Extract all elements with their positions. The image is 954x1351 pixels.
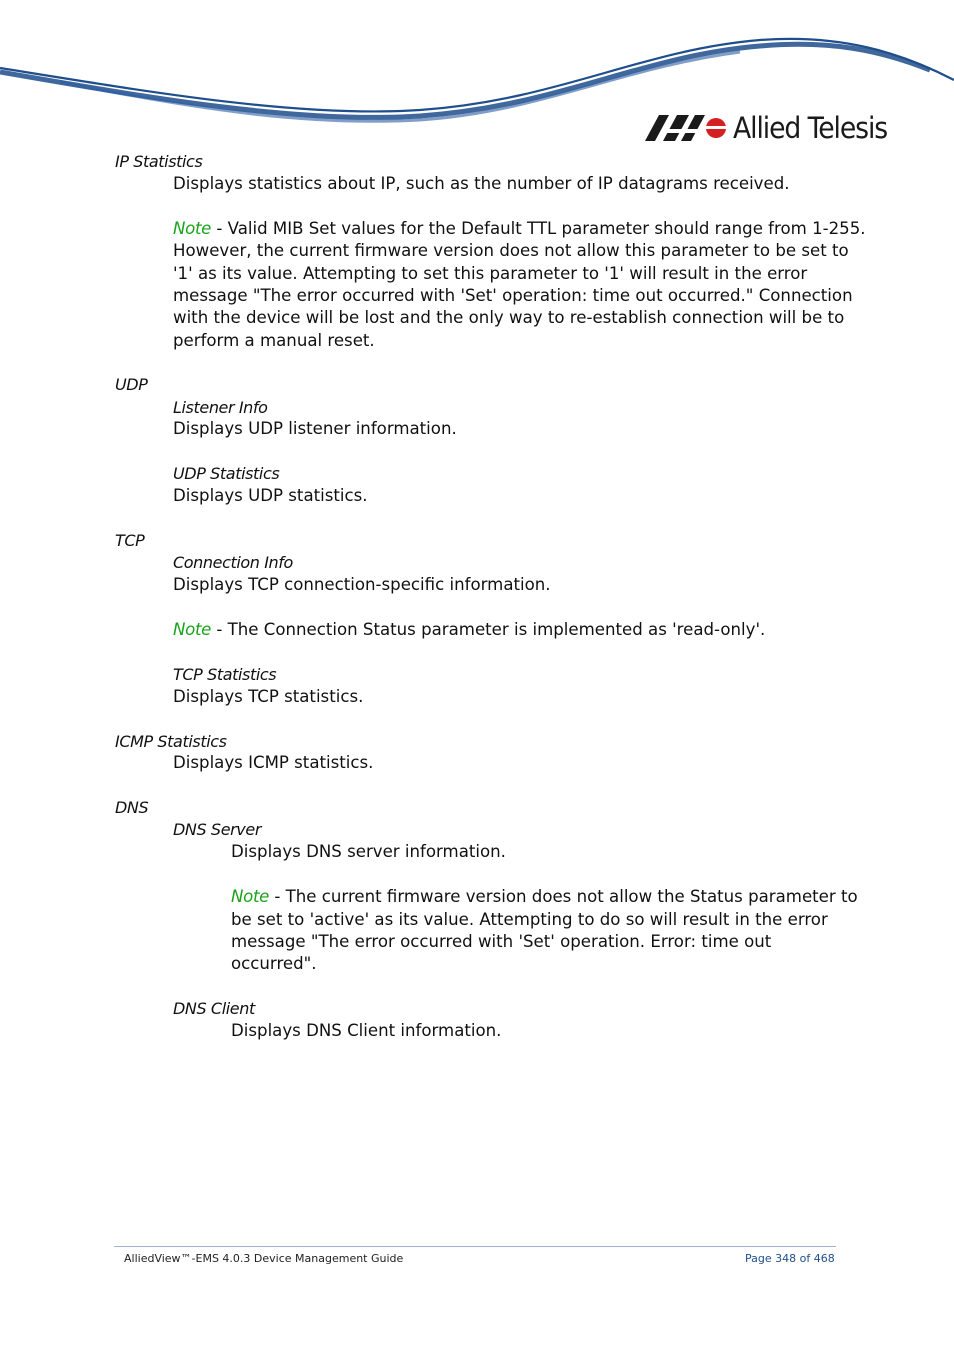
footer-divider [114, 1246, 836, 1247]
udp-listener-title: Listener Info [173, 398, 268, 417]
ip-note-line-2: However, the current firmware version does not allow this parameter to be set to [173, 241, 849, 260]
section-title-udp: UDP [115, 375, 148, 394]
ip-note-line-1: Note - Valid MIB Set values for the Default TTL parameter should range from 1-255. [173, 219, 866, 238]
company-logo [645, 108, 900, 148]
dns-note-line-3: message "The error occurred with 'Set' operation. Error: time out [231, 932, 772, 951]
ip-note-line-5: with the device will be lost and the only way to re-establish connection will be to [173, 308, 845, 327]
ip-statistics-description: Displays statistics about IP, such as the number of IP datagrams received. [173, 174, 790, 193]
ip-note-line-6: perform a manual reset. [173, 331, 375, 350]
section-title-ip-statistics: IP Statistics [115, 152, 203, 171]
tcp-statistics-title: TCP Statistics [173, 665, 277, 684]
allied-telesis-logo-icon [645, 115, 727, 141]
section-title-tcp: TCP [115, 531, 145, 550]
tcp-statistics-description: Displays TCP statistics. [173, 687, 364, 706]
udp-statistics-description: Displays UDP statistics. [173, 486, 368, 505]
tcp-connection-title: Connection Info [173, 553, 293, 572]
dns-note-line-4: occurred". [231, 954, 317, 973]
dns-note-line-2: be set to 'active' as its value. Attempting to do so will result in the error [231, 910, 828, 929]
section-title-icmp-statistics: ICMP Statistics [115, 732, 227, 751]
dns-server-description: Displays DNS server information. [231, 842, 506, 861]
icmp-statistics-description: Displays ICMP statistics. [173, 753, 374, 772]
logo-text: Allied Telesis [733, 110, 888, 145]
section-title-dns: DNS [115, 798, 149, 817]
tcp-connection-description: Displays TCP connection-specific information. [173, 575, 551, 594]
dns-client-description: Displays DNS Client information. [231, 1021, 502, 1040]
dns-client-title: DNS Client [173, 999, 255, 1018]
note-label: Note [173, 620, 212, 639]
ip-note-line-4: message "The error occurred with 'Set' operation: time out occurred." Connection [173, 286, 853, 305]
note-label: Note [231, 887, 270, 906]
footer-document-title: AlliedView™-EMS 4.0.3 Device Management Guide [124, 1252, 404, 1265]
tcp-note: Note - The Connection Status parameter is implemented as 'read-only'. [173, 620, 766, 639]
dns-note-line-1: Note - The current firmware version does not allow the Status parameter to [231, 887, 858, 906]
note-label: Note [173, 219, 212, 238]
udp-listener-description: Displays UDP listener information. [173, 419, 457, 438]
footer-page-number: Page 348 of 468 [745, 1252, 835, 1265]
dns-server-title: DNS Server [173, 820, 262, 839]
udp-statistics-title: UDP Statistics [173, 464, 280, 483]
ip-note-line-3: '1' as its value. Attempting to set this parameter to '1' will result in the error [173, 264, 808, 283]
